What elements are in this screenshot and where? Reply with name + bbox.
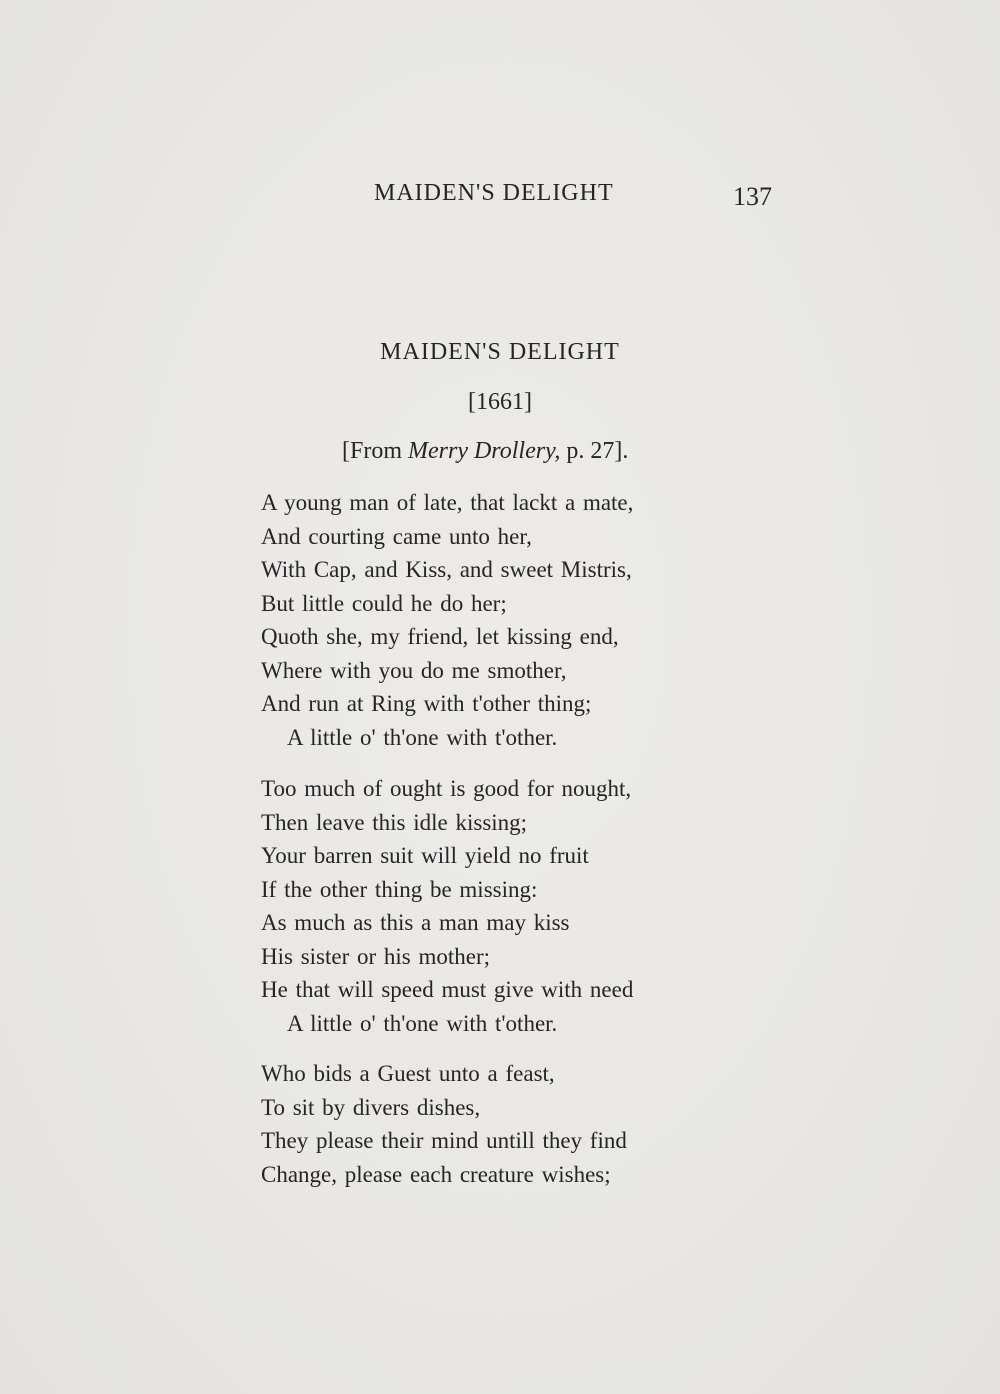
poem-year: [1661] [468, 389, 532, 415]
stanza-1 [261, 486, 781, 754]
poem-line: As much as this a man may kiss [261, 910, 570, 935]
poem-line: He that will speed must give with need [261, 977, 634, 1002]
running-head: MAIDEN'S DELIGHT [374, 180, 614, 206]
poem-title: MAIDEN'S DELIGHT [380, 339, 620, 365]
source-prefix: [From [342, 438, 408, 464]
poem-line: Change, please each creature wishes; [261, 1161, 611, 1187]
poem-line: If the other thing be missing: [261, 876, 538, 902]
poem-line: Where with you do me smother, [261, 657, 567, 683]
poem-source [342, 438, 628, 465]
poem-line: Your barren suit will yield no fruit [261, 843, 589, 868]
source-suffix: p. 27]. [560, 438, 629, 464]
poem-line: With Cap, and Kiss, and sweet Mistris, [261, 557, 632, 582]
stanza-3 [261, 1057, 781, 1191]
poem-line: They please their mind untill they find [261, 1128, 627, 1153]
poem-refrain-line: A little o' th'one with t'other. [287, 724, 558, 750]
poem-line: Then leave this idle kissing; [261, 809, 528, 835]
poem-line: Quoth she, my friend, let kissing end, [261, 624, 619, 649]
poem-line: A young man of late, that lackt a mate, [261, 490, 634, 515]
poem-line: Who bids a Guest unto a feast, [261, 1061, 555, 1086]
source-work-title: Merry Drollery, [408, 438, 561, 464]
poem-line: And run at Ring with t'other thing; [261, 691, 592, 716]
poem-line: And courting came unto her, [261, 523, 532, 549]
poem-line: To sit by divers dishes, [261, 1094, 481, 1120]
poem-line: Too much of ought is good for nought, [261, 776, 632, 801]
poem-line: But little could he do her; [261, 590, 507, 616]
poem-line: His sister or his mother; [261, 943, 491, 969]
poem-refrain-line: A little o' th'one with t'other. [287, 1010, 558, 1036]
stanza-2 [261, 772, 781, 1040]
page-number: 137 [733, 182, 772, 211]
